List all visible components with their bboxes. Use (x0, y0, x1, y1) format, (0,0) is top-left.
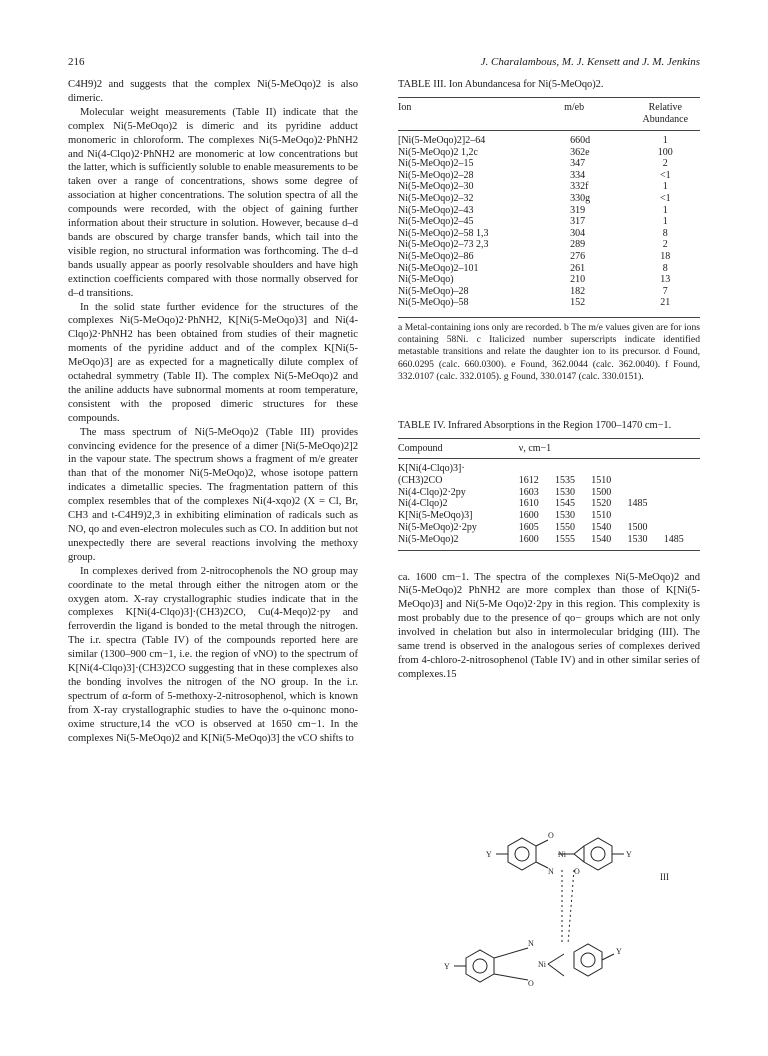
table3-row (398, 131, 700, 147)
table3-cell-ion: Ni(5-MeOqo)2–15 (398, 158, 474, 170)
paragraph-5: In complexes derived from 2-nitrocophenols the NO group may coordinate to the metal through either the nitrogen atom or the oxygen atom. X-ray crystallographic studies indicate that in the complexes K[Ni(4-Clqo)3]·(CH3)2CO, Cu(4-Meqo)2·py and ferroverdin the ligand is bonded to the metal through the nitrogen. The i.r. spectra (Table IV) of the compounds reported here are similar (1300–900 cm−1, i.e. the region of νNO) to the spectrum of K[Ni(4-Clqo)3]·(CH3)2CO suggesting that in these complexes also the bonding involves the nitrogen of the NO group. In the i.r. spectrum of α-form of 5-methoxy-2-nitrosophenol, which is known from X-ray crystallographic studies to have the o-quinonc mono-oxime structure,14 the νCO is observed at 1650 cm−1. In the complexes Ni(5-MeOqo)2 and K[Ni(5-MeOqo)3] the νCO shifts to (68, 565, 358, 744)
table3-cell-ion: Ni(5-MeOqo)2–86 (398, 250, 474, 262)
table4-row (398, 534, 700, 546)
table3-row (398, 205, 700, 217)
table4-cell-value: 1550 (555, 521, 576, 533)
table3-cell-ion: Ni(5-MeOqo)2–32 (398, 192, 474, 204)
table3-cell-ion: Ni(5-MeOqo)–58 (398, 297, 469, 309)
table3-cell-ion: Ni(5-MeOqo)2–101 (398, 262, 479, 274)
table4-cell-value: 1600 (518, 510, 539, 522)
table3-row (398, 216, 700, 228)
table4-cell-compound (398, 498, 519, 510)
table4-row (398, 522, 700, 534)
diagram-label-iii: III (660, 872, 669, 882)
table3-cell-ra: 8 (662, 262, 668, 274)
table4-cell-value: 1555 (555, 533, 576, 545)
table4-row (398, 498, 700, 510)
table3-body (398, 131, 700, 309)
table3-row (398, 170, 700, 182)
table3-row (398, 147, 700, 159)
table3-header-mz: m/eb (564, 102, 585, 113)
table4-cell-value: 1612 (518, 474, 539, 486)
table3-cell-ra: 1 (662, 216, 668, 228)
diagram-label-y-right: Y (626, 850, 632, 859)
table4-cell-value (628, 510, 664, 522)
table3-cell-ra: 1 (662, 181, 668, 193)
table4-cell-value: 1540 (591, 521, 612, 533)
table3-cell-mz: 210 (570, 274, 586, 286)
table3-cell-ra: <1 (659, 192, 671, 204)
diagram-label-n-top: N (548, 867, 554, 876)
table3-cell-mz: 660d (570, 135, 591, 146)
diagram-label-n-bottom: N (528, 939, 534, 948)
table4-compound-line: Ni(4-Clqo)2·2py (398, 486, 466, 498)
table3-row (398, 251, 700, 263)
table3-cell-ra: 1 (662, 135, 668, 146)
table4-row (398, 510, 700, 522)
table3-row (398, 158, 700, 170)
table4-header-nu: ν, cm−1 (518, 442, 552, 454)
table3-cell-mz: 276 (570, 250, 586, 262)
table4-compound-line: Ni(5-MeOqo)2 (398, 533, 459, 545)
table3-cell-mz: 332f (570, 181, 589, 193)
table3-cell-ion: Ni(5-MeOqo)–28 (398, 285, 469, 297)
table3-cell-ion: Ni(5-MeOqo)2–43 (398, 204, 474, 216)
table4-cell-value: 1603 (518, 486, 539, 498)
table3-row (398, 181, 700, 193)
table4-compound-line: K[Ni(4-Clqo)3]· (398, 462, 465, 474)
diagram-label-y-top: Y (486, 850, 492, 859)
table4-cell-value: 1500 (591, 486, 612, 498)
table4-cell-value (664, 522, 700, 534)
table4-cell-value (664, 487, 700, 499)
table4-cell-value: 1485 (663, 533, 684, 545)
table3-cell-ra: 8 (662, 227, 668, 239)
table3-cell-mz: 334 (570, 169, 586, 181)
table4-cell-value: 1605 (518, 521, 539, 533)
table4-compound-line: (CH3)2CO (398, 474, 443, 486)
table3-cell-mz: 330g (570, 192, 591, 204)
table3-row (398, 239, 700, 251)
diagram-label-o-top: O (548, 831, 554, 840)
table3-cell-mz: 182 (570, 285, 586, 297)
table4-cell-value: 1510 (591, 474, 612, 486)
left-column (68, 78, 358, 746)
table4-cell-value: 1530 (555, 486, 576, 498)
table4-cell-value (664, 458, 700, 486)
table3-cell-ra: 100 (657, 146, 673, 158)
table4-caption: TABLE IV. Infrared Absorptions in the Region 1700–1470 cm−1. (398, 419, 672, 431)
table4-cell-value: 1535 (555, 474, 576, 486)
table4-cell-value (664, 510, 700, 522)
table4-row (398, 458, 700, 486)
table3-footnote: a Metal-containing ions only are recorded. b The m/e values given are for ions containing 58Ni. c Italicized number superscripts indicate identified metastable transitions and relate the daughter ion to its precursor. d Found, 660.0295 (calc. 660.0300). e Found, 362.0044 (calc. 362.0040). f Found, 332.0107 (calc. 332.0105). g Found, 330.0147 (calc. 330.0151). (398, 317, 700, 383)
table3-header-ion: Ion (398, 102, 412, 113)
table3-row (398, 274, 700, 286)
table4-cell-value (628, 487, 664, 499)
table4-cell-value: 1530 (627, 533, 648, 545)
table4-cell-value: 1610 (518, 498, 539, 510)
table3-cell-ra: 18 (660, 250, 671, 262)
table3-caption: TABLE III. Ion Abundancesa for Ni(5-MeOqo)2. (398, 79, 604, 90)
table3-cell-ra: 13 (660, 274, 671, 286)
table3-row (398, 193, 700, 205)
diagram-label-o-mid: O (574, 867, 580, 876)
running-head: J. Charalambous, M. J. Kensett and J. M. Jenkins (480, 56, 700, 68)
table4-cell-value: 1530 (555, 510, 576, 522)
table3-cell-mz: 362e (570, 146, 590, 158)
table4-cell-value: 1520 (591, 498, 612, 510)
table3-cell-ra: 1 (662, 204, 668, 216)
page-number: 216 (68, 56, 85, 68)
table3-cell-mz: 319 (570, 204, 586, 216)
table3-row (398, 228, 700, 240)
table4-cell-value (664, 498, 700, 510)
table3-cell-ra: 7 (662, 285, 668, 297)
table4-cell-compound (398, 487, 519, 499)
table3-header-rel: Relative Abundance (642, 102, 689, 125)
table4-header-compound: Compound (398, 442, 443, 454)
right-column (398, 78, 700, 682)
table4-body (398, 458, 700, 545)
table4-cell-value (628, 458, 664, 486)
table4-cell-compound (398, 522, 519, 534)
table3-row (398, 263, 700, 275)
table4-cell-value: 1510 (591, 510, 612, 522)
table3-cell-ion: Ni(5-MeOqo) (398, 274, 454, 286)
diagram-label-y-bottom: Y (444, 962, 450, 971)
paragraph-1: C4H9)2 and suggests that the complex Ni(5-MeOqo)2 is also dimeric. (68, 79, 358, 104)
table3-cell-ra: 2 (662, 239, 668, 251)
diagram-label-ni-top: Ni (558, 850, 566, 859)
table4-cell-value: 1500 (627, 521, 648, 533)
table4-compound-line: Ni(4-Clqo)2 (398, 498, 448, 510)
paragraph-4: The mass spectrum of Ni(5-MeOqo)2 (Table III) provides convincing evidence for the presence of a dimer [Ni(5-MeOqo)2]2 in the vapour state. The spectrum shows a fragment of m/e greater than that of the monomer Ni(5-MeOqo)2, whose isotope pattern indicates a dimetallic species. The fragmentation pattern of this complex resembles that of the complexes Ni(4-xqo)2 (X = Cl, Br, CH3 and t-C4H9)2,3 in exhibiting elimination of radicals such as NO, qo and even-electron molecules such as CO. In addition but not unexpectedly there are several reactions involving the methoxy group. (68, 426, 358, 563)
table4-compound-line: K[Ni(5-MeOqo)3] (398, 510, 473, 522)
table3-cell-mz: 304 (570, 227, 586, 239)
table3-cell-mz: 289 (570, 239, 586, 251)
table3 (398, 97, 700, 309)
table4-cell-value: 1540 (591, 533, 612, 545)
table4-cell-compound (398, 534, 519, 546)
table4-cell-value: 1485 (627, 498, 648, 510)
table3-row (398, 286, 700, 298)
diagram-label-y-bottom-right: Y (616, 947, 622, 956)
structure-diagram (398, 824, 700, 1014)
table3-cell-ion: Ni(5-MeOqo)2–45 (398, 216, 474, 228)
table3-cell-mz: 347 (570, 158, 586, 170)
table3-cell-ion: [Ni(5-MeOqo)2]2–64 (398, 135, 486, 146)
diagram-label-ni-bottom: Ni (538, 960, 546, 969)
table4-cell-compound (398, 458, 519, 486)
table4-row (398, 487, 700, 499)
table4-cell-value: 1600 (518, 533, 539, 545)
table4-cell-compound (398, 510, 519, 522)
table3-cell-ion: Ni(5-MeOqo)2–30 (398, 181, 474, 193)
table3-cell-ra: 21 (660, 297, 671, 309)
table3-cell-ion: Ni(5-MeOqo)2–58 1,3 (398, 227, 489, 239)
table4 (398, 438, 700, 546)
paragraph-2: Molecular weight measurements (Table II) indicate that the complex Ni(5-MeOqo)2 is dimeric and its pyridine adduct monomeric in chloroform. The complexes Ni(5-MeOqo)2·PhNH2 and Ni(4-Clqo)2·PhNH2 are monomeric at low concentrations but the latter, which is sufficiently soluble to enable measurements to be taken over a range of concentrations, shows some degree of association at higher concentrations. The solution spectra of all the compounds were recorded, with the object of gaining further information about their structure in solution. However, because d–d bands are obscured by charge transfer bands, which tail into the visible region, no structural information was forthcoming. The d–d bands usually appear as poorly resolvable shoulders and have high extinction coefficients compared with those normally observed for d–d transitions. (68, 106, 358, 299)
table3-cell-ra: <1 (659, 169, 671, 181)
table3-cell-ion: Ni(5-MeOqo)2–73 2,3 (398, 239, 489, 251)
table3-cell-mz: 152 (570, 297, 586, 309)
table3-cell-mz: 261 (570, 262, 586, 274)
paragraph-3: In the solid state further evidence for the structures of the complexes Ni(5-MeOqo)2·PhNH2, K[Ni(5-MeOqo)3] and Ni(4-Clqo)2·PhNH2 has been obtained from studies of their magnetic moments of the pyridine adduct and of the complex K[Ni(5-MeOqo)3] are as expected for a magnetically dilute complex of octahedral symmetry (Table II). The complex Ni(5-MeOqo)2 and the aniline adducts have subnormal moments at room temperature, consistent with the proposed dimeric structures for these compounds. (68, 301, 358, 424)
table3-row (398, 297, 700, 309)
table4-compound-line: Ni(5-MeOqo)2·2py (398, 521, 477, 533)
table4-cell-value: 1545 (555, 498, 576, 510)
right-paragraph: ca. 1600 cm−1. The spectra of the complexes Ni(5-MeOqo)2 and Ni(5-MeOqo)2 PhNH2 are more complex than those of K[Ni(5-MeOqo)3] and Ni(5-Me Oqo)2·2py in this region. This complexity is most probably due to the presence of qo− groups which are not only involved in chelation but also in intermolecular bridging (III). The same trend is observed in the analogous series of complexes derived from 4-chloro-2-nitrosophenol (Table IV) and in other similar series of complexes.15 (398, 571, 700, 680)
diagram-label-o-bottom: O (528, 979, 534, 988)
table3-cell-ion: Ni(5-MeOqo)2 1,2c (398, 146, 478, 158)
table3-cell-ion: Ni(5-MeOqo)2–28 (398, 169, 474, 181)
table3-cell-ra: 2 (662, 158, 668, 170)
table3-cell-mz: 317 (570, 216, 586, 228)
